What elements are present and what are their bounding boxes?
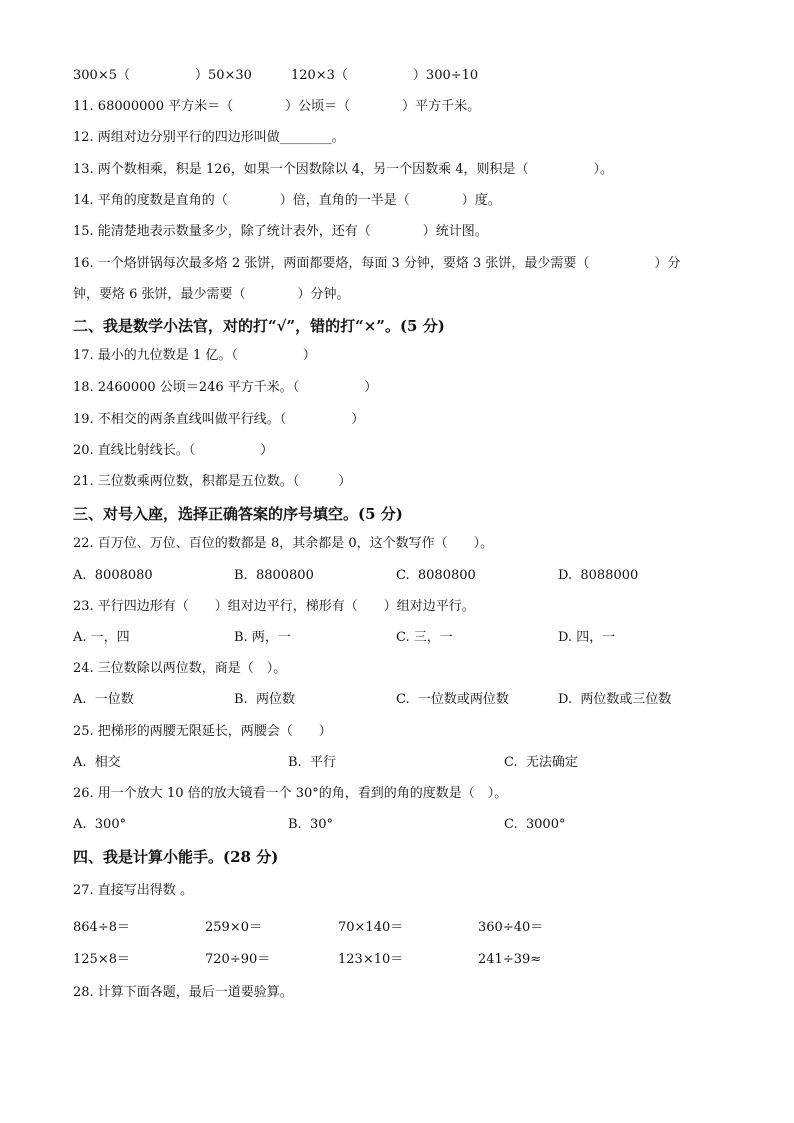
- question-21: 21. 三位数乘两位数，积都是五位数。（ ）: [73, 474, 352, 489]
- q22-option-c: C. 8080800: [396, 568, 476, 583]
- q24-option-a: A. 一位数: [73, 692, 134, 707]
- question-12: 12. 两组对边分别平行的四边形叫做________。: [73, 130, 345, 145]
- question-19: 19. 不相交的两条直线叫做平行线。（ ）: [73, 412, 365, 427]
- q22-option-a: A. 8008080: [73, 568, 153, 583]
- question-24: 24. 三位数除以两位数，商是（ ）。: [73, 661, 287, 676]
- question-15: 15. 能清楚地表示数量多少，除了统计表外，还有（ ）统计图。: [73, 224, 488, 239]
- q26-option-b: B. 30°: [288, 817, 333, 832]
- calc-item: 70×140＝: [338, 920, 404, 935]
- calc-item: 241÷39≈: [478, 952, 542, 967]
- q24-option-d: D. 两位数或三位数: [558, 692, 672, 707]
- question-25: 25. 把梯形的两腰无限延长，两腰会（ ）: [73, 724, 332, 739]
- q24-option-b: B. 两位数: [234, 692, 295, 707]
- line-continuation-blanks: 300×5（ ）50×30 120×3（ ）300÷10: [73, 68, 479, 83]
- section-3-heading: 三、对号入座，选择正确答案的序号填空。(5 分): [73, 505, 403, 523]
- question-17: 17. 最小的九位数是 1 亿。（ ）: [73, 348, 316, 363]
- question-18: 18. 2460000 公顷＝246 平方千米。（ ）: [73, 380, 378, 395]
- question-16-line-1: 16. 一个烙饼锅每次最多烙 2 张饼，两面都要烙，每面 3 分钟，要烙 3 张饼，最少需要（ ）分: [73, 256, 681, 271]
- q23-option-a: A. 一，四: [73, 630, 130, 645]
- q23-option-b: B. 两，一: [234, 630, 291, 645]
- q26-option-a: A. 300°: [73, 817, 127, 832]
- q23-option-c: C. 三，一: [396, 630, 453, 645]
- question-11: 11. 68000000 平方米＝（ ）公顷＝（ ）平方千米。: [73, 99, 481, 114]
- calc-item: 125×8＝: [73, 952, 130, 967]
- q25-option-c: C. 无法确定: [504, 755, 578, 770]
- q25-option-a: A. 相交: [73, 755, 121, 770]
- question-14: 14. 平角的度数是直角的（ ）倍，直角的一半是（ ）度。: [73, 193, 501, 208]
- calc-item: 259×0＝: [205, 920, 262, 935]
- calc-item: 360÷40＝: [478, 920, 544, 935]
- q26-option-c: C. 3000°: [504, 817, 566, 832]
- section-4-heading: 四、我是计算小能手。(28 分): [73, 848, 279, 866]
- question-23: 23. 平行四边形有（ ）组对边平行，梯形有（ ）组对边平行。: [73, 599, 475, 614]
- calc-item: 720÷90＝: [205, 952, 271, 967]
- question-22: 22. 百万位、万位、百位的数都是 8，其余都是 0，这个数写作（ ）。: [73, 536, 494, 551]
- q24-option-c: C. 一位数或两位数: [396, 692, 509, 707]
- q22-option-b: B. 8800800: [234, 568, 314, 583]
- question-27: 27. 直接写出得数 。: [73, 883, 193, 898]
- question-20: 20. 直线比射线长。（ ）: [73, 443, 274, 458]
- calc-item: 123×10＝: [338, 952, 404, 967]
- question-26: 26. 用一个放大 10 倍的放大镜看一个 30°的角，看到的角的度数是（ ）。: [73, 786, 508, 801]
- section-2-heading: 二、我是数学小法官，对的打“√”，错的打“×”。(5 分): [73, 317, 445, 335]
- question-13: 13. 两个数相乘，积是 126，如果一个因数除以 4，另一个因数乘 4，则积是（ ）。: [73, 162, 614, 177]
- q22-option-d: D. 8088000: [558, 568, 639, 583]
- question-16-line-2: 钟，要烙 6 张饼，最少需要（ ）分钟。: [73, 287, 350, 302]
- question-28: 28. 计算下面各题，最后一道要验算。: [73, 985, 293, 1000]
- calc-item: 864÷8＝: [73, 920, 130, 935]
- q25-option-b: B. 平行: [288, 755, 336, 770]
- q23-option-d: D. 四，一: [558, 630, 616, 645]
